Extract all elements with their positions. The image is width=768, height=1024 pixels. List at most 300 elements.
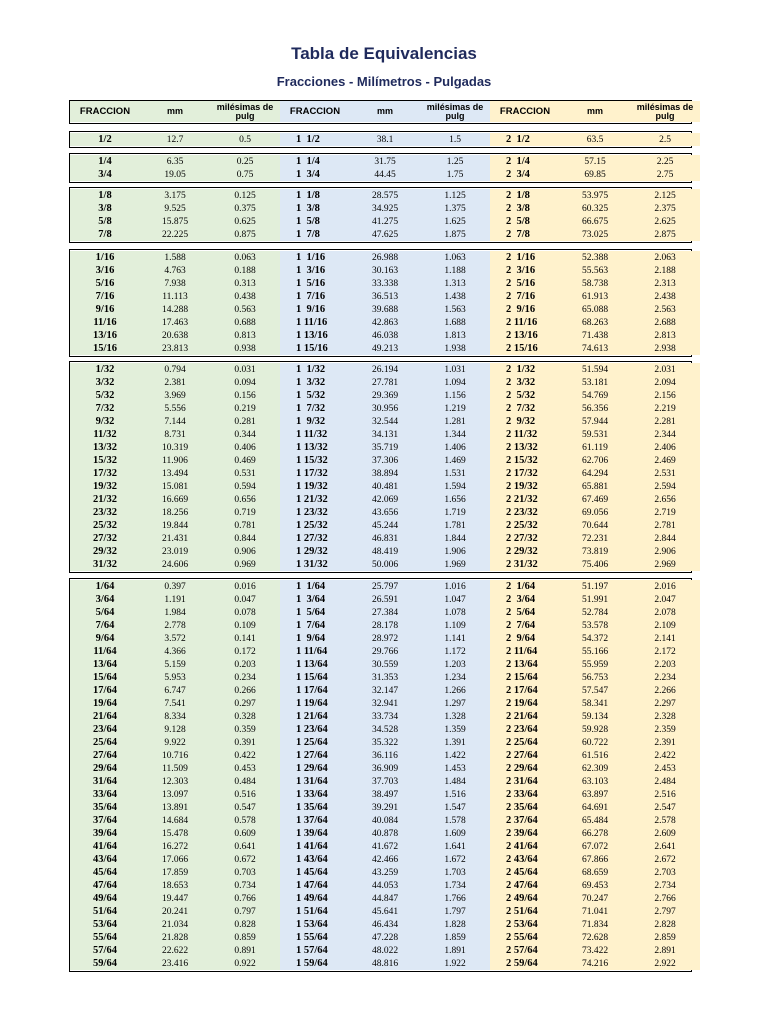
cell-milesimas: 2.281: [630, 415, 700, 428]
cell-milesimas: 2.422: [630, 749, 700, 762]
cell-fraction: 2 1/64: [490, 580, 560, 593]
cell-milesimas: 1.563: [420, 303, 490, 316]
cell-milesimas: 0.438: [210, 290, 280, 303]
cell-mm: 11.509: [140, 762, 210, 775]
cell-fraction: 55/64: [70, 931, 140, 944]
cell-mm: 45.641: [350, 905, 420, 918]
cell-milesimas: 0.125: [210, 189, 280, 202]
cell-mm: 51.991: [560, 593, 630, 606]
cell-milesimas: 1.891: [420, 944, 490, 957]
cell-fraction: 2 3/8: [490, 202, 560, 215]
cell-fraction: 5/16: [70, 277, 140, 290]
cell-mm: 51.594: [560, 363, 630, 376]
cell-mm: 6.747: [140, 684, 210, 697]
cell-fraction: 2 37/64: [490, 814, 560, 827]
cell-mm: 38.894: [350, 467, 420, 480]
cell-fraction: 2 11/64: [490, 645, 560, 658]
cell-milesimas: 2.781: [630, 519, 700, 532]
cell-mm: 50.006: [350, 558, 420, 571]
cell-fraction: 1 13/16: [280, 329, 350, 342]
cell-mm: 17.463: [140, 316, 210, 329]
cell-milesimas: 2.5: [630, 133, 700, 146]
cell-mm: 73.422: [560, 944, 630, 957]
cell-mm: 63.897: [560, 788, 630, 801]
cell-milesimas: 0.906: [210, 545, 280, 558]
cell-mm: 57.547: [560, 684, 630, 697]
cell-fraction: 29/64: [70, 762, 140, 775]
cell-milesimas: 0.188: [210, 264, 280, 277]
cell-fraction: 17/32: [70, 467, 140, 480]
cell-mm: 34.131: [350, 428, 420, 441]
cell-fraction: 2 41/64: [490, 840, 560, 853]
cell-fraction: 1 51/64: [280, 905, 350, 918]
cell-mm: 1.588: [140, 251, 210, 264]
cell-mm: 46.831: [350, 532, 420, 545]
cell-mm: 4.763: [140, 264, 210, 277]
cell-mm: 61.913: [560, 290, 630, 303]
cell-milesimas: 0.391: [210, 736, 280, 749]
cell-fraction: 27/32: [70, 532, 140, 545]
cell-fraction: 3/16: [70, 264, 140, 277]
cell-fraction: 2 21/64: [490, 710, 560, 723]
cell-mm: 74.216: [560, 957, 630, 970]
cell-mm: 6.35: [140, 155, 210, 168]
cell-fraction: 1 25/32: [280, 519, 350, 532]
cell-mm: 34.528: [350, 723, 420, 736]
cell-mm: 71.041: [560, 905, 630, 918]
cell-milesimas: 0.938: [210, 342, 280, 355]
cell-mm: 30.163: [350, 264, 420, 277]
cell-milesimas: 2.766: [630, 892, 700, 905]
cell-mm: 38.1: [350, 133, 420, 146]
cell-milesimas: 0.641: [210, 840, 280, 853]
cell-mm: 41.672: [350, 840, 420, 853]
cell-milesimas: 0.875: [210, 228, 280, 241]
cell-mm: 15.478: [140, 827, 210, 840]
cell-milesimas: 1.75: [420, 168, 490, 181]
cell-mm: 45.244: [350, 519, 420, 532]
cell-mm: 73.819: [560, 545, 630, 558]
cell-milesimas: 1.281: [420, 415, 490, 428]
cell-milesimas: 0.594: [210, 480, 280, 493]
cell-mm: 29.766: [350, 645, 420, 658]
cell-milesimas: 2.016: [630, 580, 700, 593]
cell-milesimas: 2.75: [630, 168, 700, 181]
cell-fraction: 2 13/16: [490, 329, 560, 342]
cell-mm: 43.259: [350, 866, 420, 879]
cell-milesimas: 0.563: [210, 303, 280, 316]
cell-mm: 21.828: [140, 931, 210, 944]
cell-mm: 61.119: [560, 441, 630, 454]
table-group: [69, 153, 692, 183]
cell-milesimas: 0.75: [210, 168, 280, 181]
cell-fraction: 1 25/64: [280, 736, 350, 749]
cell-fraction: 2 7/16: [490, 290, 560, 303]
cell-fraction: 1/2: [70, 133, 140, 146]
cell-mm: 41.275: [350, 215, 420, 228]
cell-fraction: 2 39/64: [490, 827, 560, 840]
cell-fraction: 1 1/4: [280, 155, 350, 168]
cell-milesimas: 2.188: [630, 264, 700, 277]
cell-fraction: 5/64: [70, 606, 140, 619]
cell-mm: 33.338: [350, 277, 420, 290]
cell-fraction: 1 1/2: [280, 133, 350, 146]
header-fraccion: FRACCION: [490, 101, 560, 122]
cell-milesimas: 1.5: [420, 133, 490, 146]
page-subtitle: Fracciones - Milímetros - Pulgadas: [276, 74, 492, 89]
cell-fraction: 1 21/64: [280, 710, 350, 723]
cell-mm: 11.113: [140, 290, 210, 303]
cell-milesimas: 1.328: [420, 710, 490, 723]
table-group: [69, 578, 692, 972]
cell-mm: 59.928: [560, 723, 630, 736]
cell-mm: 60.325: [560, 202, 630, 215]
cell-milesimas: 1.906: [420, 545, 490, 558]
cell-fraction: 7/64: [70, 619, 140, 632]
cell-fraction: 1 59/64: [280, 957, 350, 970]
cell-fraction: 11/32: [70, 428, 140, 441]
cell-mm: 69.056: [560, 506, 630, 519]
cell-mm: 19.05: [140, 168, 210, 181]
cell-milesimas: 1.203: [420, 658, 490, 671]
cell-mm: 26.988: [350, 251, 420, 264]
cell-mm: 72.231: [560, 532, 630, 545]
cell-fraction: 2 27/64: [490, 749, 560, 762]
cell-mm: 53.975: [560, 189, 630, 202]
header-milesimas: milésimas de pulg: [210, 101, 280, 122]
cell-mm: 42.863: [350, 316, 420, 329]
cell-fraction: 1/32: [70, 363, 140, 376]
cell-milesimas: 2.125: [630, 189, 700, 202]
cell-milesimas: 2.313: [630, 277, 700, 290]
cell-fraction: 1 27/32: [280, 532, 350, 545]
cell-mm: 44.053: [350, 879, 420, 892]
cell-fraction: 59/64: [70, 957, 140, 970]
cell-mm: 2.778: [140, 619, 210, 632]
header-milesimas: milésimas de pulg: [630, 101, 700, 122]
cell-fraction: 2 29/32: [490, 545, 560, 558]
cell-milesimas: 2.516: [630, 788, 700, 801]
cell-mm: 36.909: [350, 762, 420, 775]
cell-milesimas: 2.594: [630, 480, 700, 493]
cell-fraction: 1 29/32: [280, 545, 350, 558]
cell-fraction: 2 11/16: [490, 316, 560, 329]
cell-fraction: 1 17/64: [280, 684, 350, 697]
cell-milesimas: 2.375: [630, 202, 700, 215]
cell-milesimas: 1.047: [420, 593, 490, 606]
cell-milesimas: 0.469: [210, 454, 280, 467]
cell-milesimas: 1.391: [420, 736, 490, 749]
cell-fraction: 33/64: [70, 788, 140, 801]
cell-milesimas: 1.484: [420, 775, 490, 788]
cell-fraction: 1 57/64: [280, 944, 350, 957]
cell-mm: 37.703: [350, 775, 420, 788]
cell-milesimas: 1.453: [420, 762, 490, 775]
cell-mm: 39.688: [350, 303, 420, 316]
cell-mm: 39.291: [350, 801, 420, 814]
cell-fraction: 19/32: [70, 480, 140, 493]
cell-mm: 32.544: [350, 415, 420, 428]
cell-fraction: 1 13/64: [280, 658, 350, 671]
cell-milesimas: 0.328: [210, 710, 280, 723]
cell-fraction: 45/64: [70, 866, 140, 879]
cell-mm: 63.5: [560, 133, 630, 146]
cell-fraction: 1 9/16: [280, 303, 350, 316]
cell-fraction: 2 3/4: [490, 168, 560, 181]
cell-mm: 69.453: [560, 879, 630, 892]
cell-milesimas: 1.063: [420, 251, 490, 264]
cell-mm: 24.606: [140, 558, 210, 571]
cell-milesimas: 2.391: [630, 736, 700, 749]
cell-fraction: 2 5/16: [490, 277, 560, 290]
cell-fraction: 2 7/64: [490, 619, 560, 632]
cell-fraction: 49/64: [70, 892, 140, 905]
cell-mm: 13.494: [140, 467, 210, 480]
table-group: [69, 249, 692, 357]
cell-milesimas: 0.766: [210, 892, 280, 905]
cell-mm: 5.159: [140, 658, 210, 671]
cell-fraction: 1 17/32: [280, 467, 350, 480]
cell-mm: 12.7: [140, 133, 210, 146]
cell-fraction: 41/64: [70, 840, 140, 853]
cell-mm: 62.706: [560, 454, 630, 467]
cell-fraction: 39/64: [70, 827, 140, 840]
cell-milesimas: 2.828: [630, 918, 700, 931]
cell-mm: 35.322: [350, 736, 420, 749]
cell-milesimas: 0.516: [210, 788, 280, 801]
cell-mm: 9.128: [140, 723, 210, 736]
cell-milesimas: 2.328: [630, 710, 700, 723]
cell-fraction: 2 15/16: [490, 342, 560, 355]
cell-milesimas: 0.531: [210, 467, 280, 480]
cell-mm: 69.85: [560, 168, 630, 181]
cell-milesimas: 0.734: [210, 879, 280, 892]
cell-fraction: 1 1/16: [280, 251, 350, 264]
cell-fraction: 1 39/64: [280, 827, 350, 840]
cell-milesimas: 0.547: [210, 801, 280, 814]
cell-mm: 31.75: [350, 155, 420, 168]
cell-milesimas: 0.859: [210, 931, 280, 944]
cell-fraction: 19/64: [70, 697, 140, 710]
cell-mm: 60.722: [560, 736, 630, 749]
cell-fraction: 1 1/64: [280, 580, 350, 593]
cell-fraction: 1 31/64: [280, 775, 350, 788]
cell-fraction: 7/32: [70, 402, 140, 415]
cell-fraction: 27/64: [70, 749, 140, 762]
cell-mm: 15.875: [140, 215, 210, 228]
cell-mm: 8.334: [140, 710, 210, 723]
cell-milesimas: 1.469: [420, 454, 490, 467]
cell-fraction: 53/64: [70, 918, 140, 931]
cell-fraction: 37/64: [70, 814, 140, 827]
cell-mm: 12.303: [140, 775, 210, 788]
cell-fraction: 1 5/8: [280, 215, 350, 228]
cell-mm: 18.653: [140, 879, 210, 892]
cell-mm: 34.925: [350, 202, 420, 215]
cell-mm: 64.294: [560, 467, 630, 480]
header-milesimas: milésimas de pulg: [420, 101, 490, 122]
cell-milesimas: 1.734: [420, 879, 490, 892]
cell-fraction: 2 7/8: [490, 228, 560, 241]
cell-fraction: 1 15/32: [280, 454, 350, 467]
cell-mm: 70.247: [560, 892, 630, 905]
cell-mm: 59.134: [560, 710, 630, 723]
cell-milesimas: 0.609: [210, 827, 280, 840]
cell-milesimas: 0.031: [210, 363, 280, 376]
cell-fraction: 25/64: [70, 736, 140, 749]
cell-mm: 5.556: [140, 402, 210, 415]
cell-fraction: 3/4: [70, 168, 140, 181]
cell-fraction: 23/32: [70, 506, 140, 519]
table-group: [69, 361, 692, 573]
table-header: [69, 100, 692, 124]
cell-mm: 59.531: [560, 428, 630, 441]
cell-milesimas: 0.25: [210, 155, 280, 168]
cell-milesimas: 0.141: [210, 632, 280, 645]
cell-mm: 7.144: [140, 415, 210, 428]
cell-mm: 16.669: [140, 493, 210, 506]
cell-fraction: 23/64: [70, 723, 140, 736]
cell-milesimas: 1.922: [420, 957, 490, 970]
cell-mm: 13.097: [140, 788, 210, 801]
cell-milesimas: 0.375: [210, 202, 280, 215]
cell-fraction: 15/64: [70, 671, 140, 684]
cell-milesimas: 2.25: [630, 155, 700, 168]
cell-milesimas: 2.359: [630, 723, 700, 736]
cell-milesimas: 0.203: [210, 658, 280, 671]
cell-milesimas: 0.313: [210, 277, 280, 290]
cell-mm: 43.656: [350, 506, 420, 519]
cell-fraction: 1 1/8: [280, 189, 350, 202]
cell-milesimas: 2.625: [630, 215, 700, 228]
cell-mm: 62.309: [560, 762, 630, 775]
cell-milesimas: 2.141: [630, 632, 700, 645]
cell-milesimas: 0.156: [210, 389, 280, 402]
cell-milesimas: 1.531: [420, 467, 490, 480]
cell-fraction: 1/4: [70, 155, 140, 168]
cell-mm: 68.263: [560, 316, 630, 329]
cell-mm: 28.575: [350, 189, 420, 202]
cell-mm: 56.356: [560, 402, 630, 415]
cell-mm: 44.45: [350, 168, 420, 181]
cell-mm: 20.241: [140, 905, 210, 918]
cell-milesimas: 1.156: [420, 389, 490, 402]
cell-mm: 66.278: [560, 827, 630, 840]
cell-milesimas: 0.422: [210, 749, 280, 762]
cell-fraction: 2 1/4: [490, 155, 560, 168]
cell-fraction: 13/32: [70, 441, 140, 454]
table-group: [69, 187, 692, 243]
cell-mm: 22.225: [140, 228, 210, 241]
cell-fraction: 1 1/32: [280, 363, 350, 376]
cell-fraction: 43/64: [70, 853, 140, 866]
cell-fraction: 1/64: [70, 580, 140, 593]
cell-fraction: 1 27/64: [280, 749, 350, 762]
cell-mm: 18.256: [140, 506, 210, 519]
cell-mm: 9.525: [140, 202, 210, 215]
cell-mm: 51.197: [560, 580, 630, 593]
cell-milesimas: 0.656: [210, 493, 280, 506]
cell-fraction: 2 1/32: [490, 363, 560, 376]
cell-milesimas: 2.344: [630, 428, 700, 441]
cell-fraction: 17/64: [70, 684, 140, 697]
cell-fraction: 51/64: [70, 905, 140, 918]
cell-mm: 27.781: [350, 376, 420, 389]
cell-milesimas: 0.484: [210, 775, 280, 788]
cell-milesimas: 1.641: [420, 840, 490, 853]
cell-fraction: 13/64: [70, 658, 140, 671]
cell-mm: 53.578: [560, 619, 630, 632]
cell-mm: 29.369: [350, 389, 420, 402]
cell-fraction: 2 29/64: [490, 762, 560, 775]
cell-mm: 32.941: [350, 697, 420, 710]
cell-fraction: 2 45/64: [490, 866, 560, 879]
cell-mm: 17.859: [140, 866, 210, 879]
cell-mm: 28.178: [350, 619, 420, 632]
cell-milesimas: 1.094: [420, 376, 490, 389]
cell-milesimas: 1.813: [420, 329, 490, 342]
cell-milesimas: 2.797: [630, 905, 700, 918]
cell-fraction: 2 43/64: [490, 853, 560, 866]
cell-milesimas: 2.453: [630, 762, 700, 775]
cell-fraction: 1 9/64: [280, 632, 350, 645]
cell-milesimas: 2.094: [630, 376, 700, 389]
cell-fraction: 1 23/64: [280, 723, 350, 736]
cell-fraction: 15/32: [70, 454, 140, 467]
cell-mm: 56.753: [560, 671, 630, 684]
cell-milesimas: 2.203: [630, 658, 700, 671]
cell-fraction: 2 9/16: [490, 303, 560, 316]
cell-milesimas: 0.688: [210, 316, 280, 329]
cell-mm: 52.784: [560, 606, 630, 619]
cell-milesimas: 0.578: [210, 814, 280, 827]
cell-milesimas: 0.094: [210, 376, 280, 389]
cell-milesimas: 2.484: [630, 775, 700, 788]
cell-fraction: 2 13/32: [490, 441, 560, 454]
cell-milesimas: 0.453: [210, 762, 280, 775]
cell-mm: 38.497: [350, 788, 420, 801]
cell-milesimas: 1.547: [420, 801, 490, 814]
cell-fraction: 2 55/64: [490, 931, 560, 944]
cell-milesimas: 2.641: [630, 840, 700, 853]
cell-fraction: 2 49/64: [490, 892, 560, 905]
cell-fraction: 1 7/32: [280, 402, 350, 415]
cell-milesimas: 2.266: [630, 684, 700, 697]
cell-mm: 58.341: [560, 697, 630, 710]
cell-fraction: 2 21/32: [490, 493, 560, 506]
cell-fraction: 2 19/64: [490, 697, 560, 710]
cell-fraction: 2 47/64: [490, 879, 560, 892]
cell-fraction: 1 15/64: [280, 671, 350, 684]
cell-fraction: 1 11/16: [280, 316, 350, 329]
cell-milesimas: 1.594: [420, 480, 490, 493]
cell-mm: 68.659: [560, 866, 630, 879]
cell-fraction: 1 15/16: [280, 342, 350, 355]
cell-mm: 1.984: [140, 606, 210, 619]
cell-fraction: 15/16: [70, 342, 140, 355]
cell-fraction: 1 21/32: [280, 493, 350, 506]
cell-fraction: 2 13/64: [490, 658, 560, 671]
cell-milesimas: 2.609: [630, 827, 700, 840]
cell-fraction: 2 7/32: [490, 402, 560, 415]
cell-mm: 25.797: [350, 580, 420, 593]
cell-milesimas: 1.875: [420, 228, 490, 241]
cell-mm: 10.319: [140, 441, 210, 454]
header-mm: mm: [350, 101, 420, 122]
cell-milesimas: 2.891: [630, 944, 700, 957]
cell-milesimas: 0.016: [210, 580, 280, 593]
cell-fraction: 1 11/32: [280, 428, 350, 441]
